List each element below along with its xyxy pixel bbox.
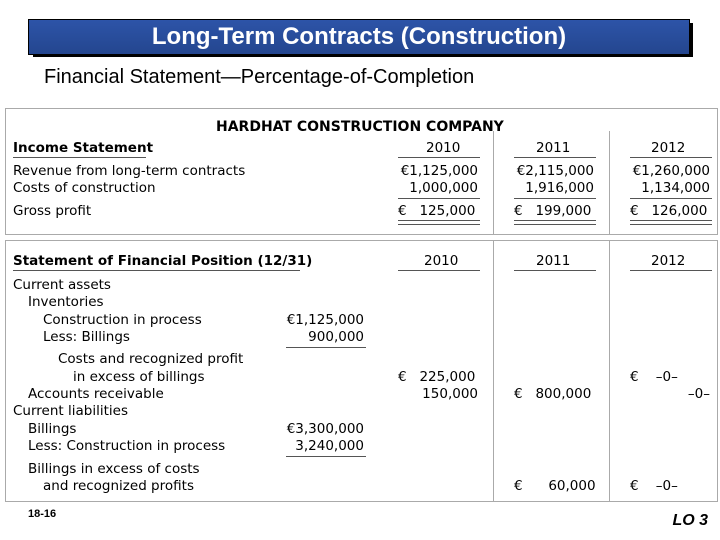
year-underline (630, 270, 712, 271)
billings-excess-label-2: and recognized profits (43, 478, 194, 494)
slide-subtitle: Financial Statement—Percentage-of-Completion (44, 66, 475, 88)
accounts-receivable-label: Accounts receivable (28, 386, 164, 402)
column-divider (609, 241, 610, 501)
costs-2012: 1,134,000 (641, 180, 710, 196)
costs-label: Costs of construction (13, 180, 156, 196)
billings-excess-2012: € –0– (630, 478, 678, 494)
year-underline (398, 270, 480, 271)
costs-profit-2010: € 225,000 (398, 369, 476, 385)
total-double-line (630, 220, 712, 225)
heading-underline (13, 157, 146, 158)
total-double-line (398, 220, 480, 225)
less-billings-label: Less: Billings (43, 329, 130, 345)
subtotal-line (630, 198, 712, 199)
column-divider (609, 131, 610, 234)
billings-excess-label-1: Billings in excess of costs (28, 461, 200, 477)
current-liabilities-label: Current liabilities (13, 403, 128, 419)
costs-profit-label-2: in excess of billings (73, 369, 205, 385)
subtotal-line (286, 347, 366, 348)
gross-profit-label: Gross profit (13, 203, 92, 219)
gross-profit-2011: € 199,000 (514, 203, 592, 219)
year-underline (514, 157, 596, 158)
year-2012: 2012 (651, 140, 686, 156)
company-name: HARDHAT CONSTRUCTION COMPANY (216, 119, 504, 135)
billings-value: €3,300,000 (286, 421, 364, 437)
year-2012: 2012 (651, 253, 686, 269)
construction-in-process-value: €1,125,000 (286, 312, 364, 328)
accounts-receivable-2010: 150,000 (422, 386, 478, 402)
financial-position-table (5, 240, 718, 502)
gross-profit-2010: € 125,000 (398, 203, 476, 219)
costs-profit-label-1: Costs and recognized profit (58, 351, 244, 367)
billings-excess-2011: € 60,000 (514, 478, 596, 494)
page-number: 18-16 (28, 508, 57, 520)
costs-2011: 1,916,000 (525, 180, 594, 196)
inventories-label: Inventories (28, 294, 104, 310)
gross-profit-2012: € 126,000 (630, 203, 708, 219)
year-underline (398, 157, 480, 158)
column-divider (493, 131, 494, 234)
slide-title: Long-Term Contracts (Construction) (28, 19, 690, 55)
lo-label: LO 3 (672, 512, 708, 529)
less-construction-label: Less: Construction in process (28, 438, 226, 454)
year-2010: 2010 (424, 253, 459, 269)
income-statement-heading: Income Statement (13, 140, 154, 156)
heading-underline (13, 270, 300, 271)
subtotal-line (398, 198, 480, 199)
year-2011: 2011 (536, 140, 571, 156)
costs-2010: 1,000,000 (409, 180, 478, 196)
subtotal-line (286, 456, 366, 457)
revenue-2011: €2,115,000 (516, 163, 594, 179)
year-2010: 2010 (426, 140, 461, 156)
revenue-2010: €1,125,000 (400, 163, 478, 179)
costs-profit-2012: € –0– (630, 369, 678, 385)
current-assets-label: Current assets (13, 277, 111, 293)
total-double-line (514, 220, 596, 225)
accounts-receivable-2012: –0– (687, 386, 710, 402)
revenue-label: Revenue from long-term contracts (13, 163, 246, 179)
revenue-2012: €1,260,000 (632, 163, 710, 179)
subtotal-line (514, 198, 596, 199)
less-billings-value: 900,000 (308, 329, 364, 345)
financial-position-heading: Statement of Financial Position (12/31) (13, 253, 313, 269)
accounts-receivable-2011: € 800,000 (514, 386, 592, 402)
year-underline (514, 270, 596, 271)
year-underline (630, 157, 712, 158)
construction-in-process-label: Construction in process (43, 312, 202, 328)
billings-label: Billings (28, 421, 77, 437)
column-divider (493, 241, 494, 501)
income-statement-table (5, 108, 718, 235)
less-construction-value: 3,240,000 (295, 438, 364, 454)
year-2011: 2011 (536, 253, 571, 269)
